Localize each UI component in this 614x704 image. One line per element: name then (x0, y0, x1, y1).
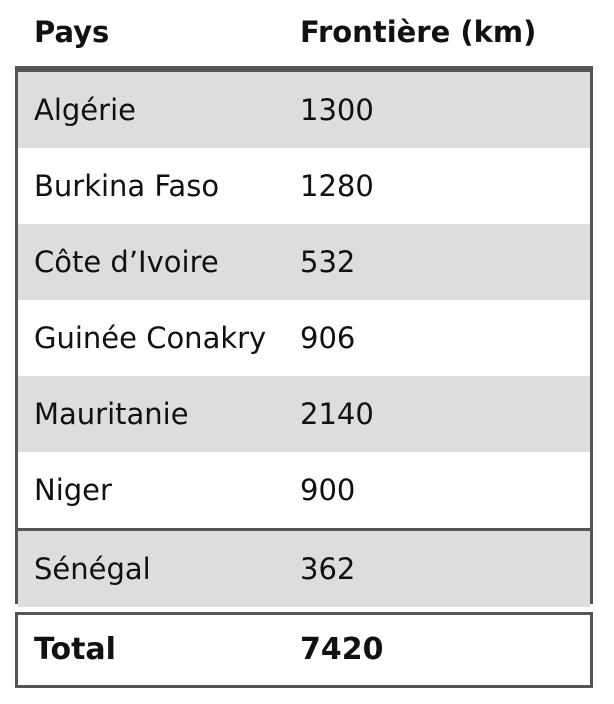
cell-km: 900 (300, 473, 356, 507)
table-row (18, 224, 590, 300)
table-row (18, 300, 590, 376)
cell-km: 532 (300, 245, 356, 279)
table-row (18, 452, 590, 528)
cell-pays: Mauritanie (34, 397, 189, 431)
total-value: 7420 (300, 632, 384, 667)
cell-pays: Niger (34, 473, 112, 507)
cell-pays: Sénégal (34, 552, 151, 586)
total-label: Total (34, 632, 116, 667)
cell-km: 906 (300, 321, 356, 355)
cell-km: 362 (300, 552, 356, 586)
cell-pays: Burkina Faso (34, 169, 220, 203)
table-total-row (15, 612, 593, 688)
cell-km: 1280 (300, 169, 374, 203)
cell-km: 1300 (300, 93, 374, 127)
table-row (18, 376, 590, 452)
table-row (18, 531, 590, 607)
column-header-frontiere: Frontière (km) (300, 15, 537, 49)
cell-pays: Algérie (34, 93, 136, 127)
table-header (0, 0, 614, 66)
table-row (18, 148, 590, 224)
cell-pays: Guinée Conakry (34, 321, 267, 355)
table-row (18, 72, 590, 148)
column-header-pays: Pays (34, 15, 110, 49)
table-body (15, 66, 593, 604)
cell-km: 2140 (300, 397, 374, 431)
cell-pays: Côte d’Ivoire (34, 245, 219, 279)
